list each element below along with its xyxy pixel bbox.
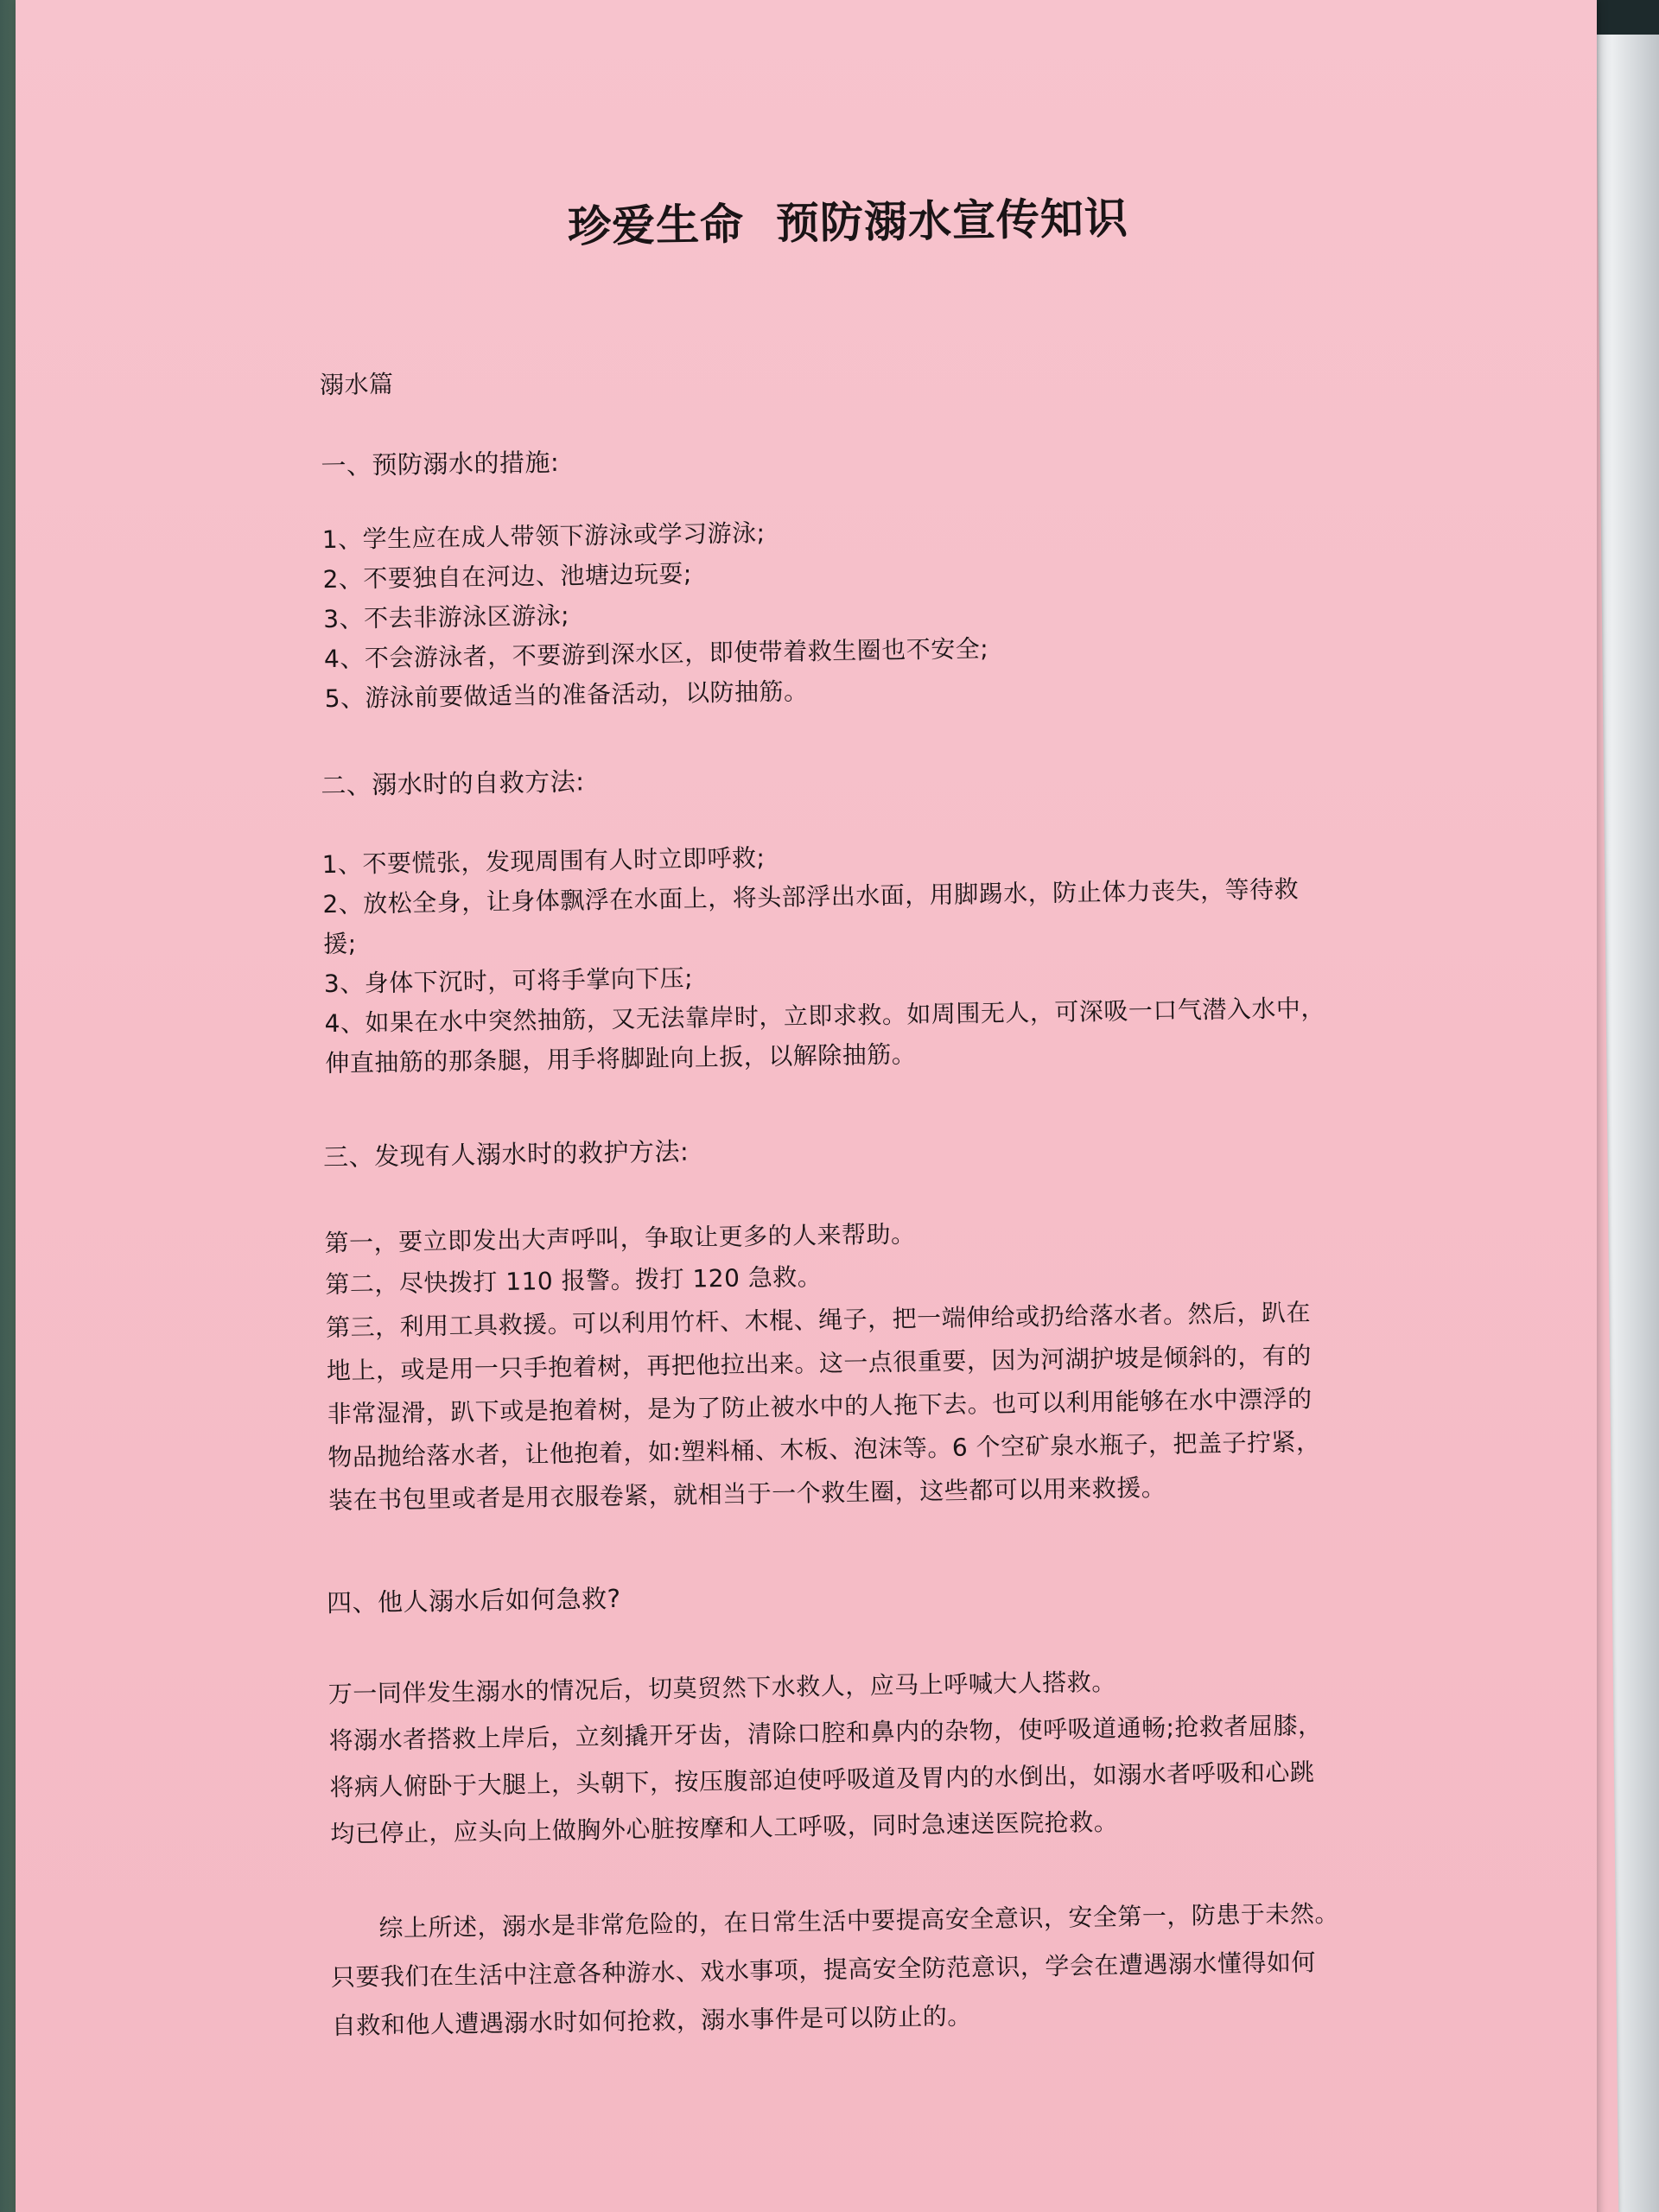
list-item: 5、游泳前要做适当的准备活动，以防抽筋。: [324, 677, 809, 714]
list-item: 3、不去非游泳区游泳;: [323, 601, 570, 634]
section-heading: 三、发现有人溺水时的救护方法:: [322, 1136, 690, 1173]
document-title: 珍爱生命 预防溺水宣传知识: [567, 193, 1129, 252]
paragraph-line: 非常湿滑，趴下或是抱着树，是为了防止被水中的人拖下去。也可以利用能够在水中漂浮的: [327, 1384, 1313, 1429]
paragraph-line: 万一同伴发生溺水的情况后，切莫贸然下水救人，应马上呼喊大人搭救。: [327, 1667, 1116, 1709]
list-item: 2、不要独自在河边、池塘边玩耍;: [322, 559, 692, 594]
paragraph-line: 将溺水者搭救上岸后，立刻撬开牙齿，清除口腔和鼻内的杂物，使呼吸道通畅;抢救者屈膝，: [328, 1711, 1323, 1756]
paragraph-line: 将病人俯卧于大腿上，头朝下，按压腹部迫使呼吸道及胃内的水倒出，如溺水者呼吸和心跳: [329, 1758, 1315, 1802]
section-heading: 一、预防溺水的措施:: [321, 447, 560, 481]
paragraph-line: 3、身体下沉时，可将手掌向下压;: [323, 963, 694, 999]
list-item: 1、学生应在成人带领下游泳或学习游泳;: [321, 518, 766, 555]
list-item: 4、不会游泳者，不要游到深水区，即使带着救生圈也不安全;: [323, 634, 989, 674]
document-body: [270, 0, 1567, 2212]
paragraph-line: 第二，尽快拨打 110 报警。拨打 120 急救。: [325, 1262, 823, 1300]
subtitle: 溺水篇: [319, 369, 394, 400]
paragraph-line: 4、如果在水中突然抽筋，又无法靠岸时，立即求救。如周围无人，可深吸一口气潜入水中，: [324, 993, 1326, 1039]
paragraph-line: 援;: [322, 929, 357, 959]
section-heading: 二、溺水时的自救方法:: [321, 766, 585, 801]
conclusion-line: 只要我们在生活中注意各种游水、戏水事项，提高安全防范意识，学会在遭遇溺水懂得如何: [330, 1948, 1317, 1993]
paragraph-line: 2、放松全身，让身体飘浮在水面上，将头部浮出水面，用脚踢水，防止体力丧失，等待救: [322, 874, 1300, 919]
paragraph-line: 物品抛给落水者，让他抱着，如:塑料桶、木板、泡沫等。6 个空矿泉水瓶子，把盖子拧紧，: [327, 1427, 1321, 1472]
conclusion-line: 综上所述，溺水是非常危险的，在日常生活中要提高安全意识，安全第一，防患于未然。: [329, 1898, 1340, 1944]
pink-paper-sheet: [16, 0, 1597, 2212]
paragraph-line: 装在书包里或者是用衣服卷紧，就相当于一个救生圈，这些都可以用来救援。: [328, 1472, 1166, 1516]
paragraph-line: 1、不要慌张，发现周围有人时立即呼救;: [321, 843, 766, 880]
paragraph-line: 均已停止，应头向上做胸外心脏按摩和人工呼吸，同时急速送医院抢救。: [330, 1807, 1119, 1849]
paragraph-line: 第三，利用工具救援。可以利用竹杆、木棍、绳子，把一端伸给或扔给落水者。然后，趴在: [325, 1298, 1312, 1343]
section-heading: 四、他人溺水后如何急救?: [326, 1583, 621, 1618]
paragraph-line: 地上，或是用一只手抱着树，再把他拉出来。这一点很重要，因为河湖护坡是倾斜的，有的: [326, 1341, 1313, 1386]
paragraph-line: 伸直抽筋的那条腿，用手将脚趾向上扳，以解除抽筋。: [325, 1039, 917, 1078]
conclusion-line: 自救和他人遭遇溺水时如何抢救，溺水事件是可以防止的。: [331, 2001, 973, 2041]
paragraph-line: 第一，要立即发出大声呼叫，争取让更多的人来帮助。: [324, 1219, 916, 1258]
